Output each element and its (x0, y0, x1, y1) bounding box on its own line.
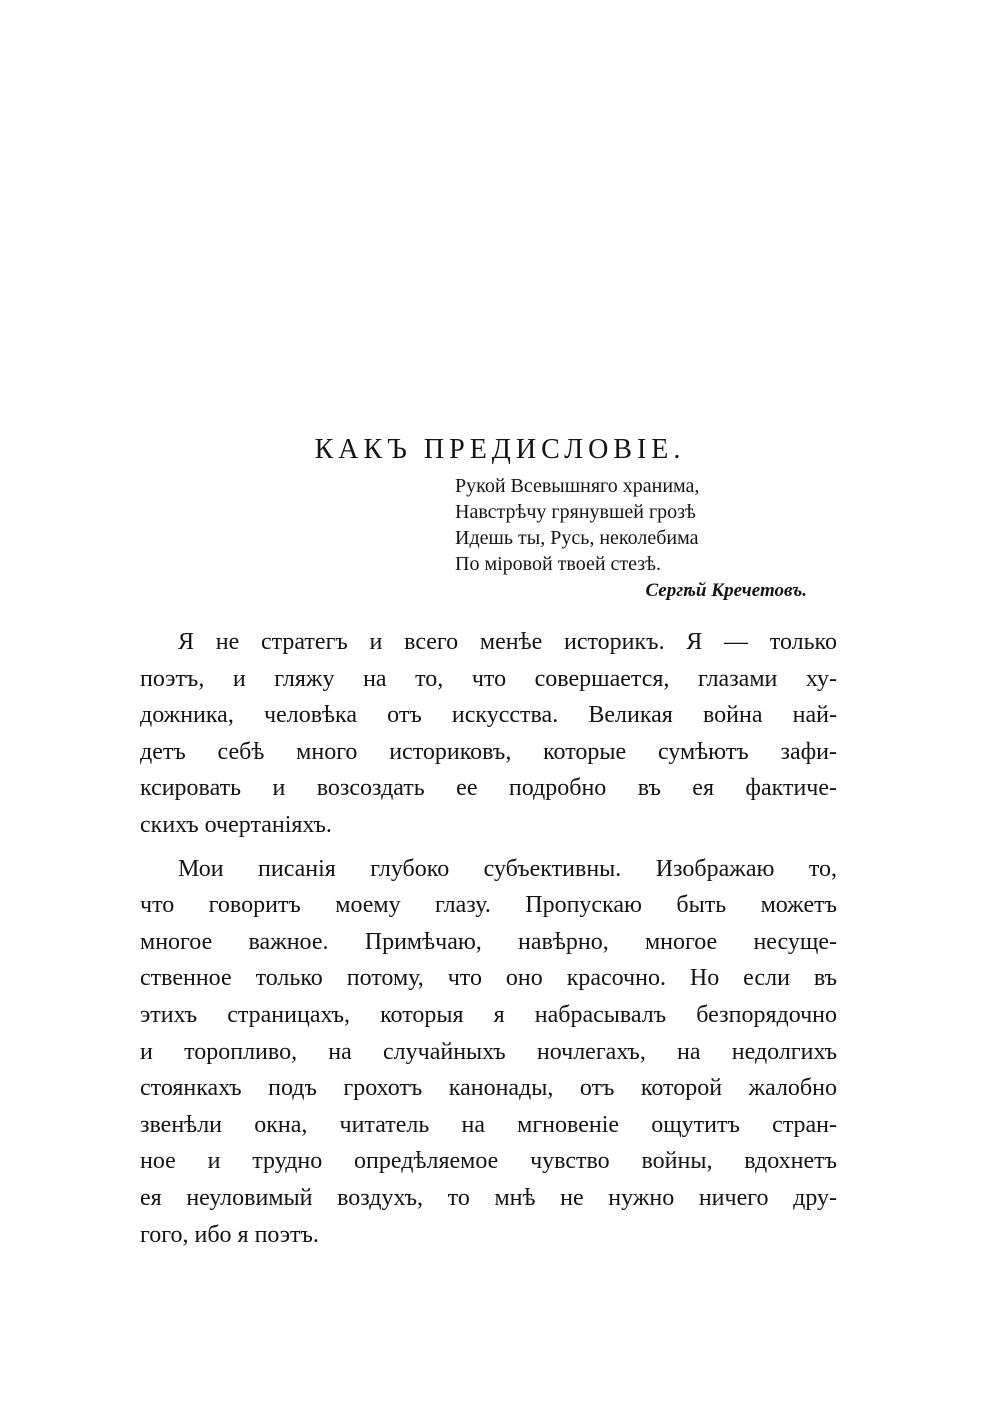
text-line: поэтъ, и гляжу на то, что совершается, глазами ху- (140, 665, 837, 692)
page-title: КАКЪ ПРЕДИСЛОВІЕ. (314, 433, 686, 465)
text-line: скихъ очертаніяхъ. (140, 811, 332, 838)
text-line: ея неуловимый воздухъ, то мнѣ не нужно ничего дру- (140, 1184, 837, 1211)
text-line: ксировать и возсоздать ее подробно въ ея фактиче- (140, 775, 837, 802)
epigraph-author: Сергѣй Кречетовъ. (645, 580, 807, 601)
paragraph-1 (140, 624, 837, 844)
text-line: ное и трудно опредѣляемое чувство войны, вдохнетъ (140, 1148, 837, 1175)
text-line: ственное только потому, что оно красочно. Но если въ (140, 965, 837, 992)
text-line: Я не стратегъ и всего менѣе историкъ. Я — только (178, 629, 837, 655)
text-line: что говоритъ моему глазу. Пропускаю быть можетъ (140, 892, 837, 919)
epigraph-line: По міровой твоей стезѣ. (455, 553, 662, 575)
text-line: этихъ страницахъ, которыя я набрасывалъ безпорядочно (140, 1001, 837, 1028)
text-line: звенѣли окна, читатель на мгновеніе ощутитъ стран- (140, 1111, 837, 1138)
epigraph (455, 473, 815, 604)
text-line: и торопливо, на случайныхъ ночлегахъ, на недолгихъ (140, 1038, 837, 1065)
body-text (140, 624, 837, 1260)
text-line: детъ себѣ много историковъ, которые сумѣютъ зафи- (140, 738, 837, 765)
paragraph-2 (140, 851, 837, 1254)
text-line: гого, ибо я поэтъ. (140, 1221, 319, 1248)
epigraph-line: Идешь ты, Русь, неколебима (455, 527, 699, 549)
epigraph-line: Рукой Всевышняго хранима, (455, 475, 700, 497)
text-line: Мои писанія глубоко субъективны. Изображаю то, (178, 855, 837, 882)
epigraph-line: Навстрѣчу грянувшей грозѣ (455, 501, 696, 523)
text-line: дожника, человѣка отъ искусства. Великая война най- (140, 702, 837, 729)
text-line: многое важное. Примѣчаю, навѣрно, многое несуще- (140, 928, 837, 955)
text-line: стоянкахъ подъ грохотъ канонады, отъ которой жалобно (140, 1075, 837, 1102)
